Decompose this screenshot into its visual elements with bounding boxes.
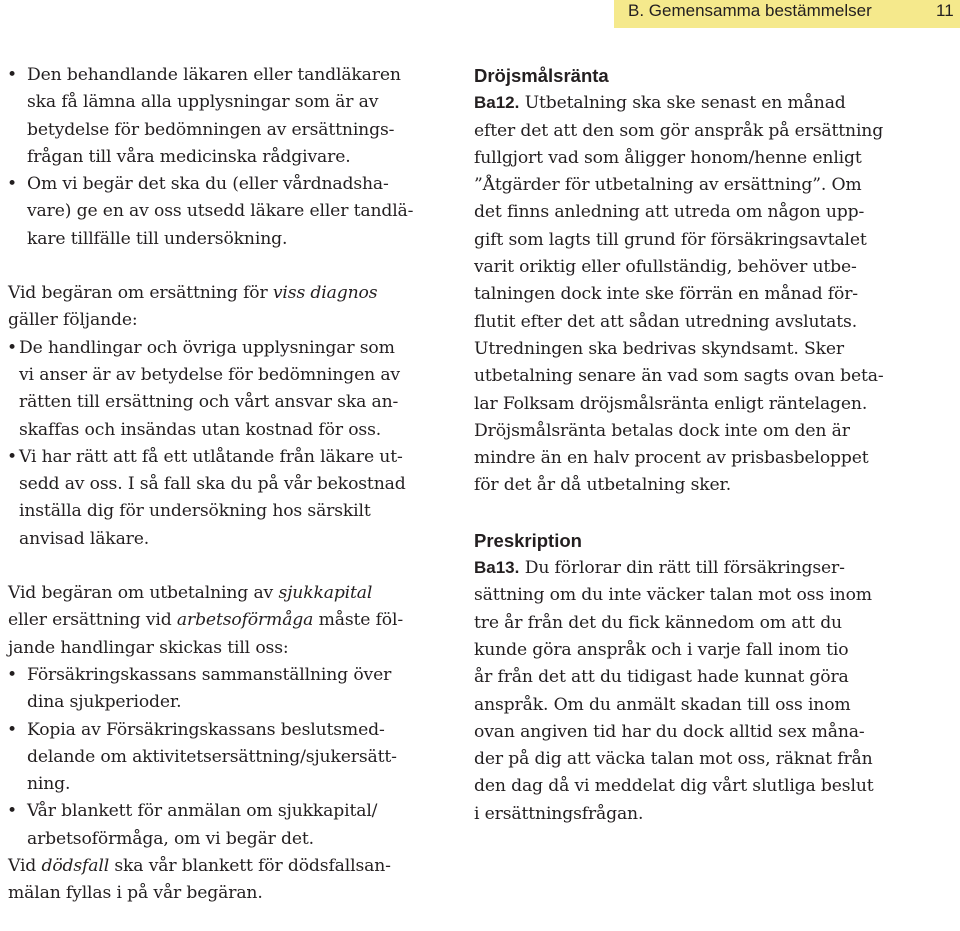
text-line: skaffas och insändas utan kostnad för oss. [19,419,382,440]
text-line: det finns anledning att utreda om någon upp- [474,202,865,223]
text-line: inställa dig för undersökning hos särskilt [19,501,371,522]
text-line: der på dig att väcka talan mot oss, räknat från [474,749,873,770]
section-title: B. Gemensamma bestämmelser [628,1,872,20]
bullet: • [7,65,17,85]
text-line: ”Åtgärder för utbetalning av ersättning”. Om [474,175,862,196]
text-line: Om vi begär det ska du (eller vårdnadsha- [27,174,389,195]
list-item [8,444,448,471]
page-number: 11 [936,1,954,20]
text-line: Utredningen ska bedrivas skyndsamt. Sker [474,338,844,359]
text-line: utbetalning senare än vad som sagts ovan beta- [474,366,884,387]
paragraph-line: Vid begäran om ersättning för viss diagnos [8,283,378,304]
text-line: gäller följande: [8,310,138,331]
emphasis: viss diagnos [272,283,378,304]
text-line: Dröjsmålsränta betalas dock inte om den är [474,420,850,441]
list-item [8,662,448,689]
text-line: den dag då vi meddelat dig vårt slutliga beslut [474,776,874,797]
text-line: De handlingar och övriga upplysningar som [19,337,395,358]
paragraph-line: Ba12. Utbetalning ska ske senast en månad [474,93,846,114]
text-line: lar Folksam dröjsmålsränta enligt räntelagen. [474,393,868,414]
text-line: Den behandlande läkaren eller tandläkaren [27,65,401,85]
text-line: mälan fyllas i på vår begäran. [8,883,263,904]
text-line: jande handlingar skickas till oss: [8,637,289,658]
paragraph-line: eller ersättning vid arbetsoförmåga måste föl- [8,610,403,631]
text-line: i ersättningsfrågan. [474,803,644,824]
section-heading: Preskription [474,529,582,551]
bullet: • [7,337,17,358]
text-line: frågan till våra medicinska rådgivare. [27,146,351,167]
list-item [8,717,448,744]
text-line: gift som lagts till grund för försäkringsavtalet [474,229,867,250]
list-item [8,62,448,89]
bullet: • [7,664,17,685]
paragraph-line: Vid begäran om utbetalning av sjukkapital [8,583,373,604]
section-heading: Dröjsmålsränta [474,65,609,86]
text-line: anspråk. Om du anmält skadan till oss inom [474,694,851,715]
list-item [8,798,448,825]
text-line: ning. [27,774,71,795]
text-line: delande om aktivitetsersättning/sjukersätt- [27,746,397,767]
text-line: ovan angiven tid har du dock alltid sex måna- [474,721,865,742]
emphasis: sjukkapital [278,583,373,604]
text-line: vare) ge en av oss utsedd läkare eller tandlä- [27,201,414,222]
text-line: Försäkringskassans sammanställning över [27,664,392,685]
text-line: rätten till ersättning och vårt ansvar ska an- [19,392,399,413]
right-column [474,62,914,828]
paragraph-line: Ba13. Du förlorar din rätt till försäkringser- [474,558,845,579]
bullet: • [7,446,17,467]
text-line: dina sjukperioder. [27,692,182,713]
text-line: fullgjort vad som åligger honom/henne enligt [474,147,862,168]
left-column [8,62,448,908]
text-line: anvisad läkare. [19,528,150,549]
text-line: sättning om du inte väcker talan mot oss inom [474,585,872,606]
text-line: kare tillfälle till undersökning. [27,228,288,249]
text-line: mindre än en halv procent av prisbasbeloppet [474,448,869,469]
text-line: kunde göra anspråk och i varje fall inom tio [474,639,849,660]
text-line: talningen dock inte ske förrän en månad för- [474,284,858,305]
text-line: betydelse för bedömningen av ersättnings- [27,119,395,140]
emphasis: arbetsoförmåga [176,610,314,631]
bullet: • [7,801,17,822]
clause-code: Ba12. [474,93,520,113]
text-line: Vi har rätt att få ett utlåtande från läkare ut- [19,446,403,467]
bullet: • [7,719,17,740]
text-line: vi anser är av betydelse för bedömningen av [19,364,400,385]
text-line: efter det att den som gör anspråk på ersättning [474,120,884,141]
text-line: år från det att du tidigast hade kunnat göra [474,667,849,688]
paragraph-line: Vid dödsfall ska vår blankett för dödsfallsan- [8,856,391,877]
text-line: flutit efter det att sådan utredning avslutats. [474,311,858,332]
text-line: varit oriktig eller ofullständig, behöver utbe- [474,257,857,278]
text-line: för det år då utbetalning sker. [474,475,732,496]
text-line: arbetsoförmåga, om vi begär det. [27,828,314,849]
text-line: sedd av oss. I så fall ska du på vår bekostnad [19,474,406,495]
text-line: Kopia av Försäkringskassans beslutsmed- [27,719,385,740]
bullet: • [7,174,17,195]
clause-code: Ba13. [474,558,520,578]
list-item [8,171,448,198]
page-header [0,0,960,28]
list-item [8,335,448,362]
emphasis: dödsfall [41,856,110,877]
text-line: tre år från det du fick kännedom om att du [474,612,842,633]
text-line: Vår blankett för anmälan om sjukkapital/ [27,801,378,822]
text-line: ska få lämna alla upplysningar som är av [27,92,379,113]
